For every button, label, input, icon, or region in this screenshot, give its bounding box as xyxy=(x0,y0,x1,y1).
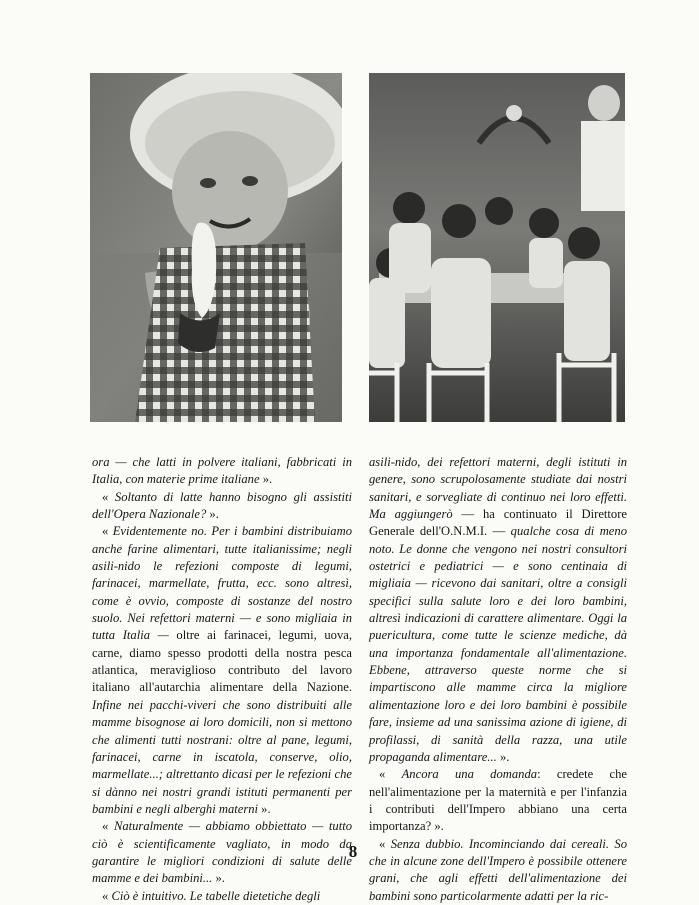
paragraph xyxy=(92,489,352,524)
photo-nursery-children-image xyxy=(369,73,625,422)
paragraph xyxy=(369,454,627,766)
photo-child-with-banana-image xyxy=(90,73,342,422)
photo-child-with-banana xyxy=(90,73,342,422)
text-run: ». xyxy=(259,472,273,487)
text-column-left xyxy=(92,454,352,905)
text-run: — abbiamo obbiettato — tutto ciò è scientificamente vagliato, in modo da garantire le migliori condizioni di salute delle mamme e dei bambini... xyxy=(92,819,352,886)
paragraph xyxy=(92,818,352,887)
paragraph xyxy=(369,836,627,905)
text-run: oltre ai farinacei, legumi, uova, carne, diamo spesso prodotti della nostra pesca atlantica, meraviglioso contributo del lavoro italiano all'autarchia alimentare della Nazione. xyxy=(92,628,352,695)
paragraph xyxy=(92,523,352,818)
paragraph xyxy=(369,766,627,835)
text-run: « xyxy=(379,836,391,851)
text-run: ». xyxy=(258,801,271,816)
page-number: 8 xyxy=(348,842,358,861)
text-run: : credete che nell'alimentazione per la maternità e per l'infanzia i contributi dell'Impero abbiano una certa importanza? ». xyxy=(369,767,627,834)
text-run: asili-nido, dei refettori materni, degli istituti in genere, sono scrupolosamente studiate dai nostri sanitari, e sorvegliate di continuo nei loro effetti. Ma aggiungerò xyxy=(369,455,627,522)
text-run: Evidentemente no. Per i bambini distribuiamo anche farine alimentari, tutte italianissime; negli asili-nido le refezioni composte di legumi, farinacei, marmellate, frutta, ecc. sono altresì, come è ovvio, composte di sostanze del nostro suolo. Nei refettori materni — e sono migliaia in tutta Italia — xyxy=(92,524,352,643)
text-run: ». xyxy=(496,749,510,764)
text-column-right xyxy=(369,454,627,905)
text-run: Naturalmente xyxy=(113,819,184,834)
paragraph xyxy=(92,888,352,905)
text-run: Senza dubbio. Incominciando dai cereali. So che in alcune zone dell'Impero è possibile ottenere grani, che agli effetti dell'alimentazione dei bambini sono particolarmente adatti per la ric- xyxy=(369,836,627,903)
photo-nursery-children xyxy=(369,73,625,422)
text-run: qualche cosa di meno noto. Le donne che vengono nei nostri consultori ostetrici e pediatrici — e sono centinaia di migliaia — ricevono dai sanitari, oltre a consigli specifici sulla salute loro e dei loro bambini, altresì indicazioni di carattere alimentare. Oggi la puericultura, come tutte le scienze mediche, dà una importanza fondamentale all'alimentazione. Ebbene, attraverso queste norme che si impartiscono alle mamme circa la migliore alimentazione loro e dei loro bambini è possibile fare, insieme ad una sanissima azione di igiene, di profilassi, di sanità della razza, una utile propaganda alimentare... xyxy=(369,524,627,764)
text-run: ». xyxy=(206,507,219,522)
text-run: Ciò è intuitivo. Le tabelle dietetiche degli xyxy=(111,888,321,903)
text-run: ». xyxy=(212,871,225,886)
text-run: Ancora una domanda xyxy=(401,767,538,782)
text-run: « xyxy=(102,524,113,539)
text-run: Soltanto di latte hanno bisogno gli assistiti dell'Opera Nazionale? xyxy=(92,489,352,522)
text-run: « xyxy=(102,888,112,903)
text-run: « xyxy=(102,819,114,834)
text-run: ora — che latti in polvere italiani, fabbricati in Italia, con materie prime italiane xyxy=(92,455,352,487)
text-run: « xyxy=(379,767,402,782)
paragraph xyxy=(92,454,352,489)
text-run: « xyxy=(102,489,115,504)
text-run: — ha continuato il Direttore Generale dell'O.N.M.I. — xyxy=(369,507,627,539)
text-run: Infine nei pacchi-viveri che sono distribuiti alle mamme bisognose ai loro domicili, non si mettono che alimenti tutti nostrani: oltre al pane, legumi, farinacei, carne in iscatola, conserve, olio, marmellate...; altrettanto dicasi per le refezioni che si dànno nei nostri grandi istituti permanenti per bambini e negli alberghi materni xyxy=(92,697,352,816)
